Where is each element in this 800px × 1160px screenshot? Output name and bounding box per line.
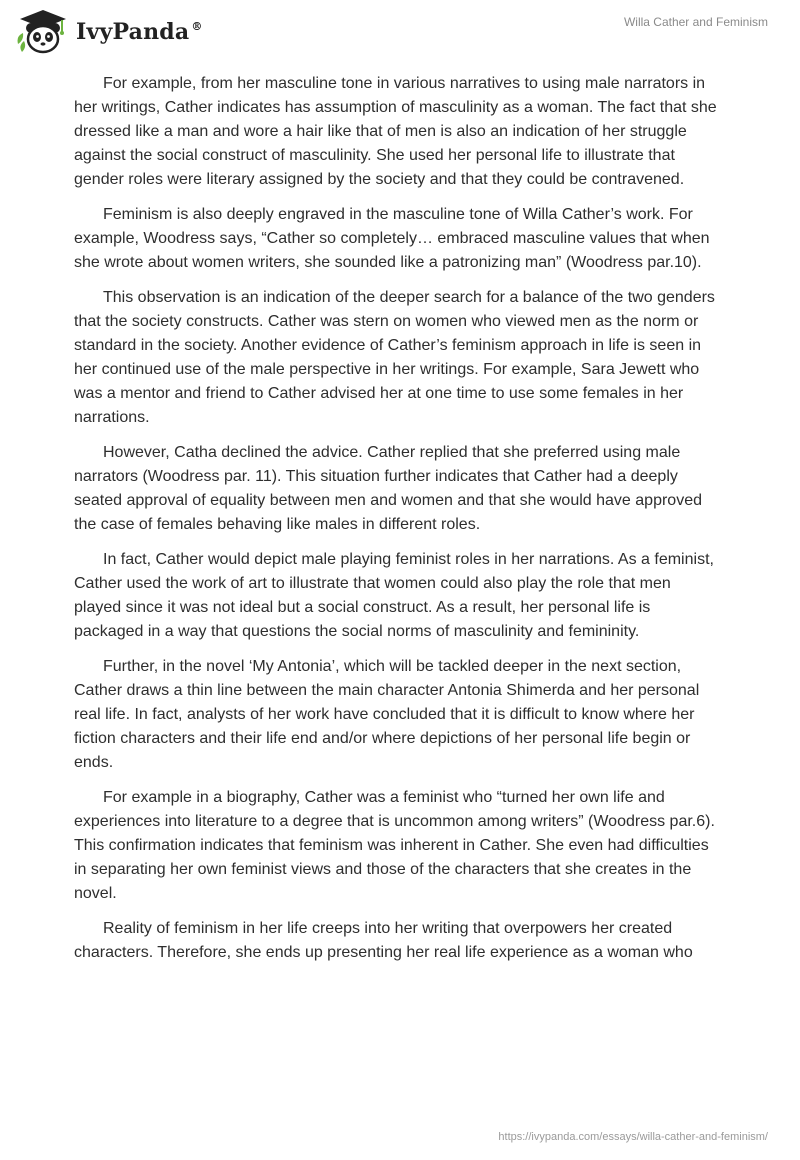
paragraph: This observation is an indication of the deeper search for a balance of the two genders that the society constructs. Cather was stern on women who viewed men as the norm or standard in the society. Another evidence of Cather’s feminism approach in life is seen in her continued use of the male perspective in her writings. For example, Sara Jewett who was a mentor and friend to Cather advised her at one time to use some females in her narrations. — [74, 289, 715, 426]
logo-text: IvyPanda — [76, 19, 190, 45]
paragraph: In fact, Cather would depict male playing feminist roles in her narrations. As a feminist, Cather used the work of art to illustrate that women could also play the role that men played since it was not ideal but a social construct. As a result, her personal life is packaged in a way that questions the social norms of masculinity and femininity. — [74, 551, 714, 640]
registered-mark: ® — [191, 20, 203, 33]
paragraph: However, Catha declined the advice. Cather replied that she preferred using male narrators (Woodress par. 11). This situation further indicates that Cather had a deeply seated approval of equality between men and women and that she would have approved the case of females behaving like males in different roles. — [74, 444, 702, 533]
ivypanda-logo[interactable] — [14, 8, 203, 56]
essay-body — [74, 72, 722, 976]
paragraph: Feminism is also deeply engraved in the masculine tone of Willa Cather’s work. For example, Woodress says, “Cather so completely… embraced masculine values that when she wrote about women writers, she sounded like a patronizing man” (Woodress par.10). — [74, 206, 710, 271]
paragraph: For example in a biography, Cather was a feminist who “turned her own life and experiences into literature to a degree that is uncommon among writers” (Woodress par.6). This confirmation indicates that feminism was inherent in Cather. She even had difficulties in separating her own feminist views and those of the characters that she creates in the novel. — [74, 789, 715, 902]
paragraph: Reality of feminism in her life creeps into her writing that overpowers her created characters. Therefore, she ends up presenting her real life experience as a woman who — [74, 920, 693, 961]
logo-wordmark — [76, 19, 203, 45]
paragraph: For example, from her masculine tone in various narratives to using male narrators in her writings, Cather indicates has assumption of masculinity as a woman. The fact that she dressed like a man and wore a hair like that of men is also an indication of her struggle against the social construct of masculinity. She used her personal life to illustrate that gender roles were literary assigned by the society and that they could be contravened. — [74, 75, 717, 188]
paragraph: Further, in the novel ‘My Antonia’, which will be tackled deeper in the next section, Cather draws a thin line between the main character Antonia Shimerda and her personal real life. In fact, analysts of her work have concluded that it is difficult to know where her fiction characters and their life end and/or where depictions of her personal life begin or ends. — [74, 658, 700, 771]
panda-graduate-icon — [14, 8, 72, 56]
document-title: Willa Cather and Feminism — [623, 15, 768, 29]
page-header — [0, 0, 800, 62]
source-url[interactable]: https://ivypanda.com/essays/willa-cather-and-feminism/ — [498, 1131, 768, 1143]
